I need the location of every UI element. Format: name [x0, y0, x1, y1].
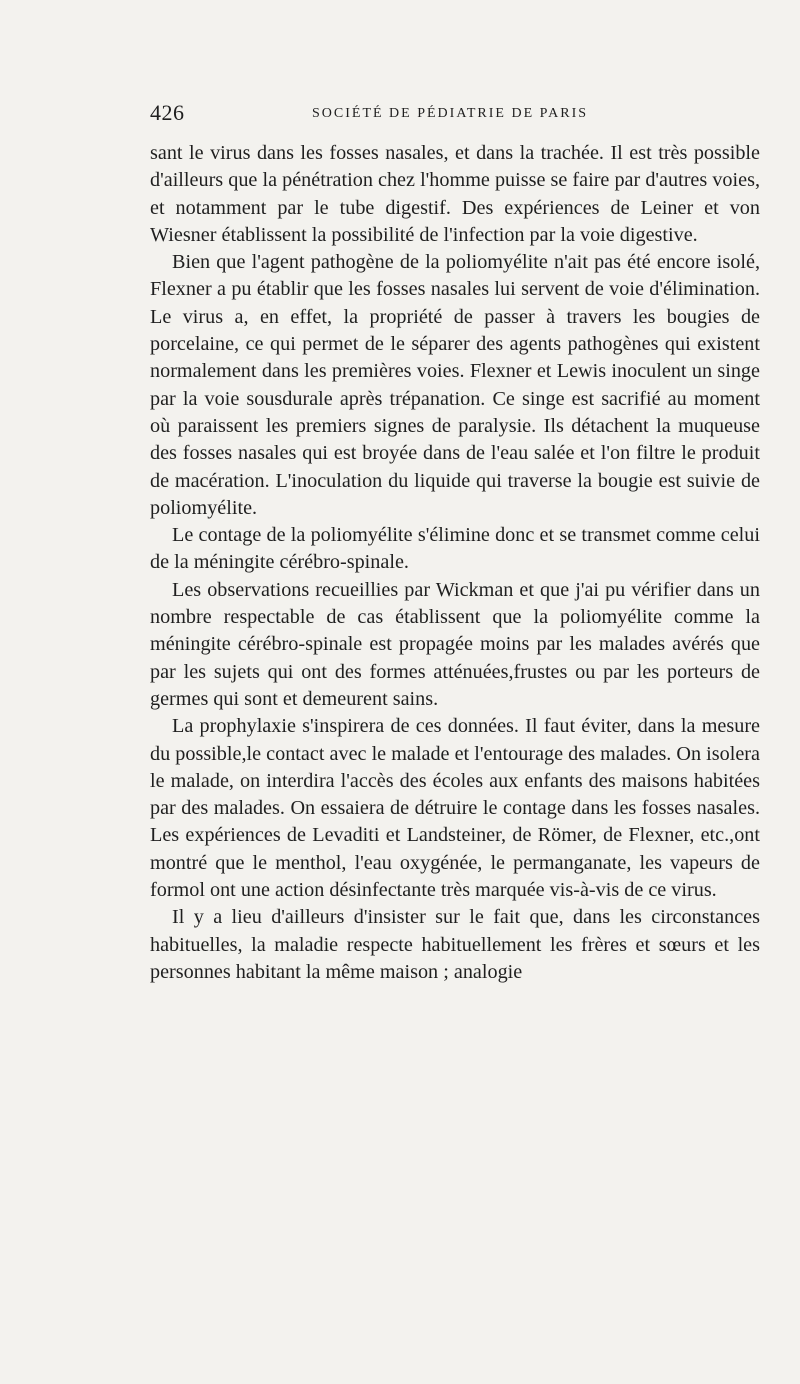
paragraph-observations: Les observations recueillies par Wickman et que j'ai pu vérifier dans un nombre respectable de cas établissent que la poliomyélite comme la méningite cérébro-spinale est propagée moins par les malades avérés que par les sujets qui ont des formes atténuées,frustes ou par les porteurs de germes qui sont et demeurent sains. — [150, 578, 760, 710]
page-header — [150, 100, 760, 130]
body-text — [150, 140, 760, 986]
paragraph-flexner-experiment: Bien que l'agent pathogène de la poliomyélite n'ait pas été encore isolé, Flexner a pu établir que les fosses nasales lui servent de voie d'élimination. Le virus a, en effet, la propriété de passer à travers les bougies de porcelaine, ce qui permet de le séparer des agents pathogènes qui existent normalement dans les premières voies. Flexner et Lewis inoculent un singe par la voie sousdurale après trépanation. Ce singe est sacrifié au moment où paraissent les premiers signes de paralysie. Ils détachent la muqueuse des fosses nasales qui est broyée dans de l'eau salée et l'on filtre le produit de macération. L'inoculation du liquide qui traverse la bougie est suivie de poliomyélite. — [150, 251, 760, 519]
paragraph-family: Il y a lieu d'ailleurs d'insister sur le fait que, dans les circonstances habituelles, la maladie respecte habituellement les frères et sœurs et les personnes habitant la même maison ; analogie — [150, 906, 760, 983]
paragraph-prophylaxis: La prophylaxie s'inspirera de ces données. Il faut éviter, dans la mesure du possible,le contact avec le malade et l'entourage des malades. On isolera le malade, on interdira l'accès des écoles aux enfants des maisons habitées par des malades. On essaiera de détruire le contage dans les fosses nasales. Les expériences de Levaditi et Landsteiner, de Römer, de Flexner, etc.,ont montré que le menthol, l'eau oxygénée, le permanganate, les vapeurs de formol ont une action désinfectante très marquée vis-à-vis de ce virus. — [150, 715, 760, 902]
page-number: 426 — [150, 100, 185, 125]
paragraph-contagion: Le contage de la poliomyélite s'élimine donc et se transmet comme celui de la méningite cérébro-spinale. — [150, 524, 760, 574]
running-title: SOCIÉTÉ DE PÉDIATRIE DE PARIS — [312, 106, 589, 121]
paragraph-continuation: sant le virus dans les fosses nasales, et dans la trachée. Il est très possible d'ailleurs que la pénétration chez l'homme puisse se faire par d'autres voies, et notamment par le tube digestif. Des expériences de Leiner et von Wiesner établissent la possibilité de l'infection par la voie digestive. — [150, 142, 760, 246]
